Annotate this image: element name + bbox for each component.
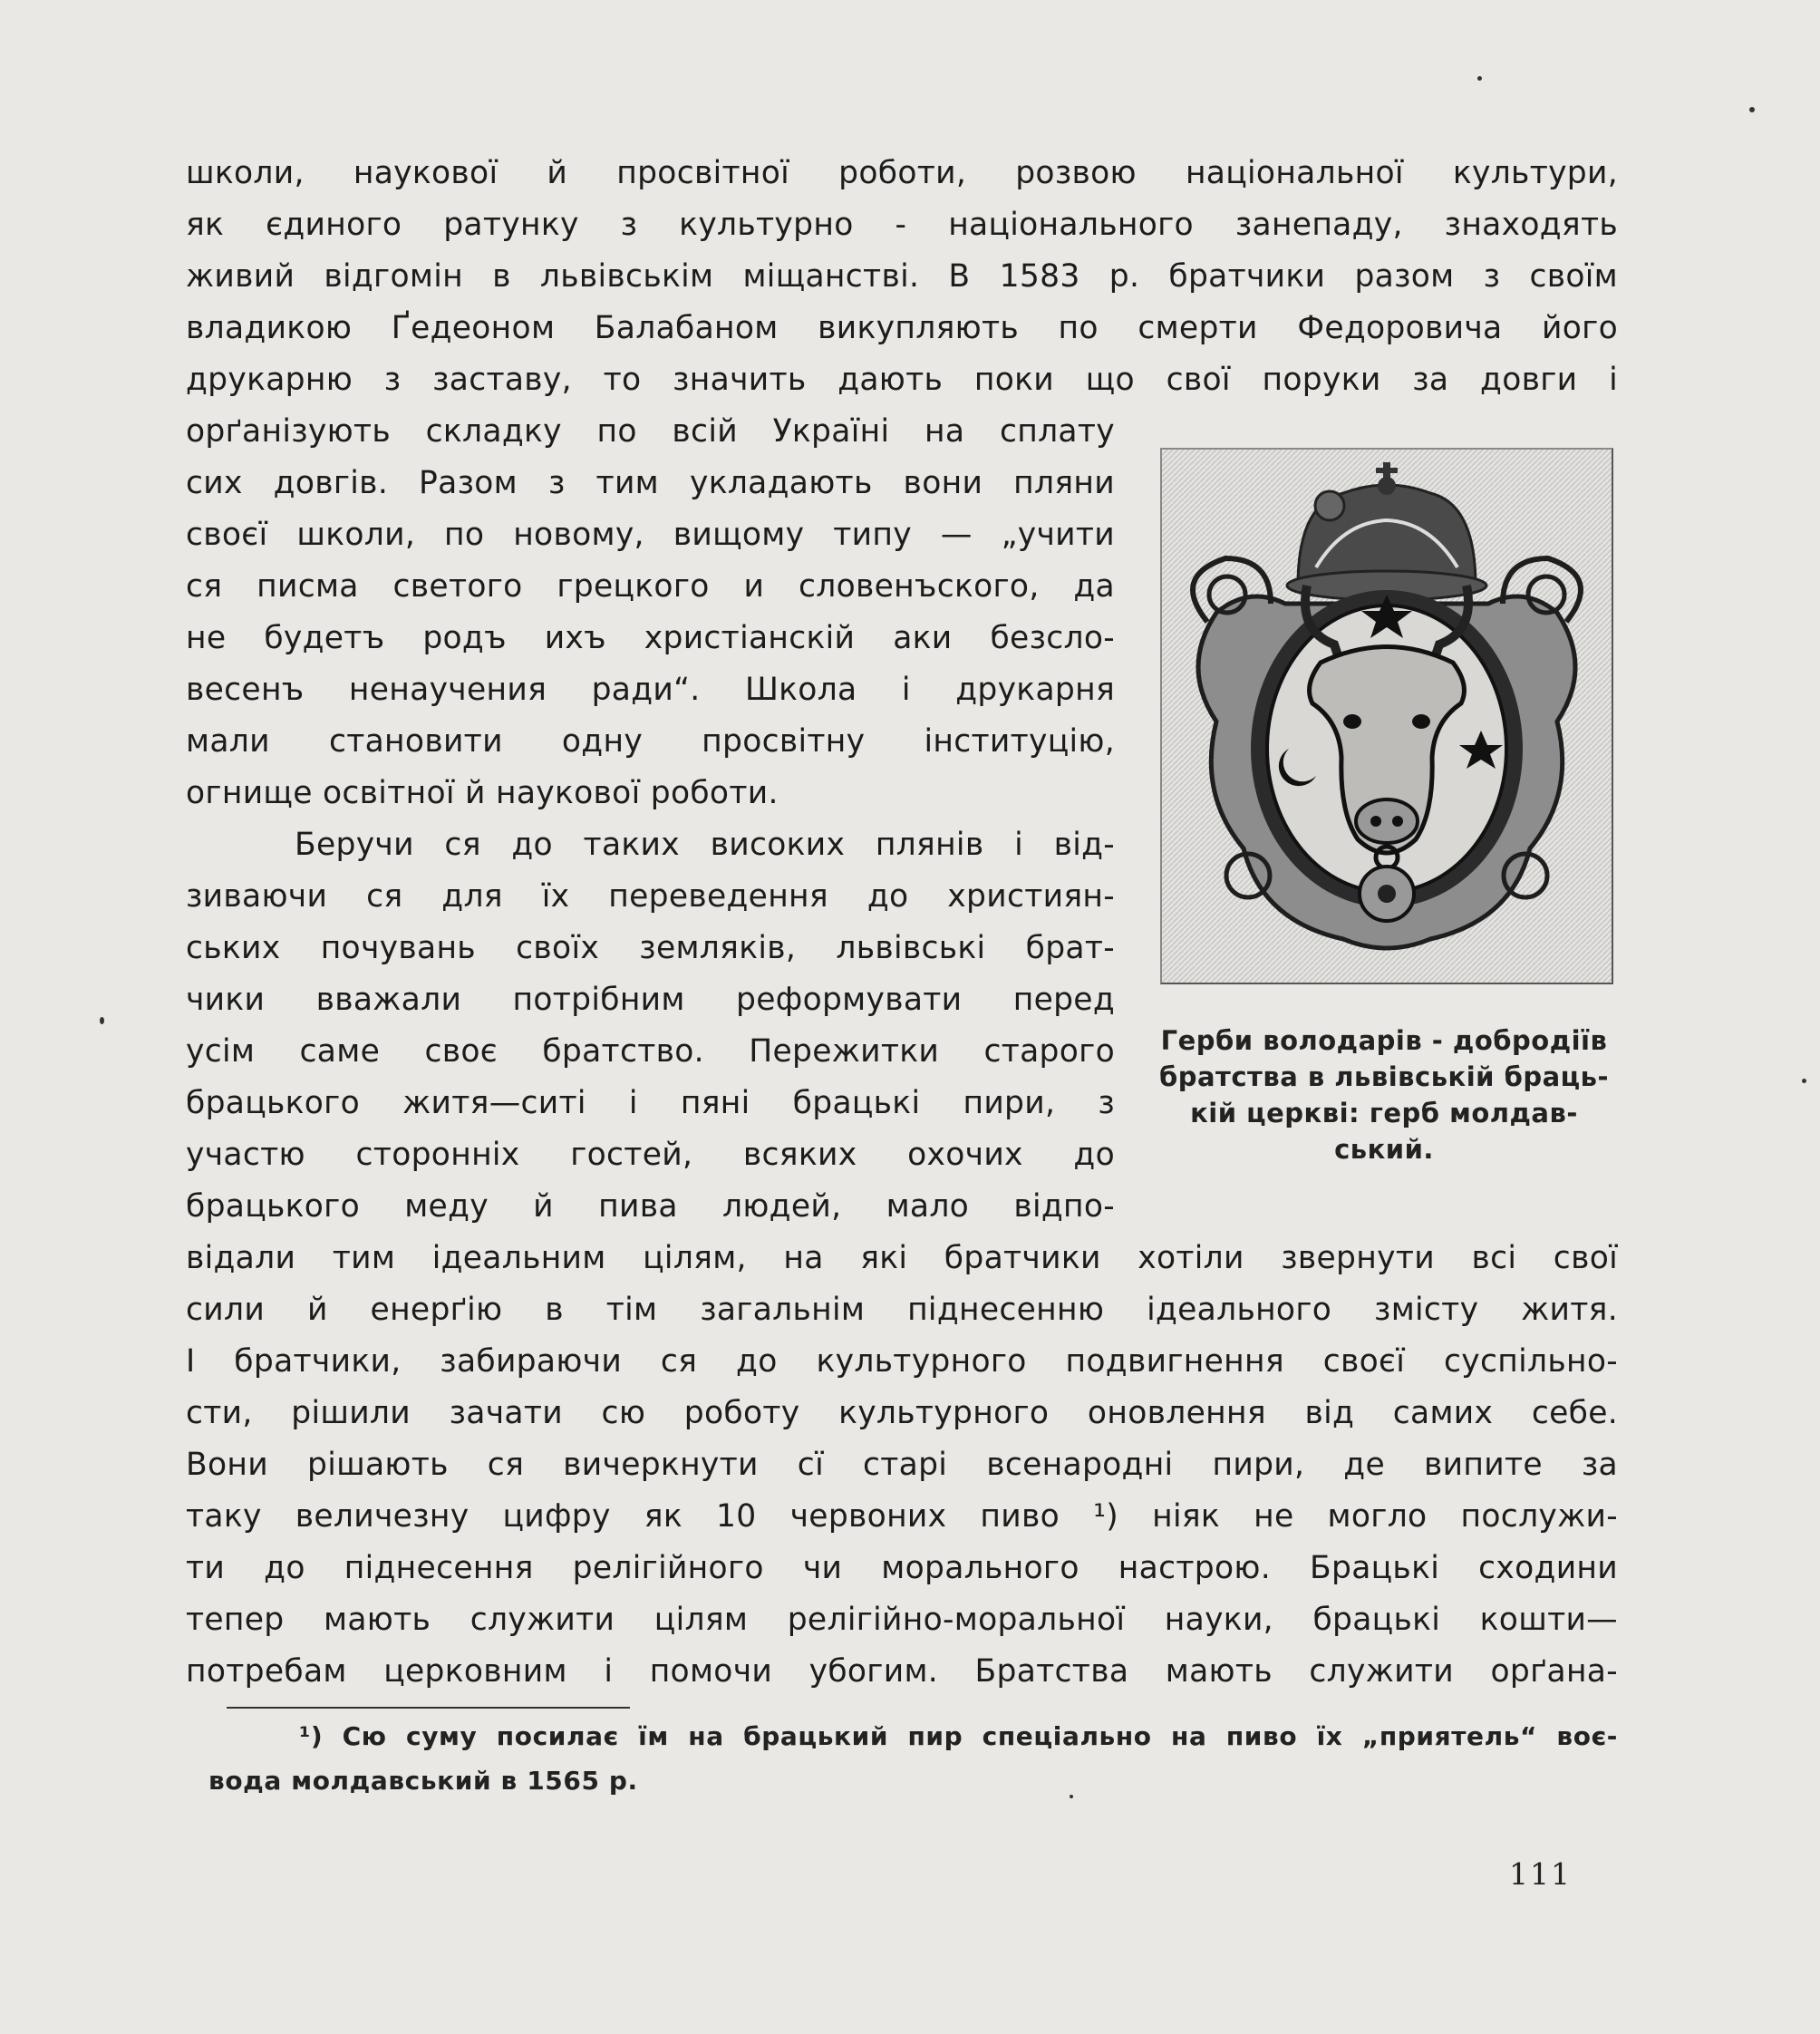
body-line: сих довгів. Разом з тим укладають вони пляни <box>186 465 1115 501</box>
dust-speck <box>1749 107 1755 112</box>
dust-speck <box>100 1017 104 1024</box>
body-line: не будетъ родъ ихъ христіанскій аки безсло- <box>186 620 1115 656</box>
dust-speck <box>1802 1079 1806 1083</box>
body-line: чики вважали потрібним реформувати перед <box>186 982 1115 1018</box>
body-line: ся писма светого грецкого и словенъского, да <box>186 568 1115 605</box>
caption-line: Герби володарів - добродіїв <box>1160 1025 1608 1056</box>
footnote-divider <box>227 1707 630 1709</box>
body-line: ських почувань своїх земляків, львівські брат- <box>186 930 1115 966</box>
body-line: як єдиного ратунку з культурно - національного занепаду, знаходять <box>186 207 1618 243</box>
body-line: своєї школи, по новому, вищому типу — „учити <box>186 517 1115 553</box>
body-line: потребам церковним і помочи убогим. Братства мають служити орґана- <box>186 1653 1618 1690</box>
paragraph-indent-line: Беручи ся до таких високих плянів і від- <box>295 827 1115 863</box>
dust-speck <box>1477 76 1482 81</box>
body-line: владикою Ґедеоном Балабаном викупляють по смерти Федоровича його <box>186 310 1618 346</box>
footnote-line: вода молдавський в 1565 р. <box>208 1766 638 1796</box>
body-line: огнище освітної й наукової роботи. <box>186 775 779 811</box>
body-line: усім саме своє братство. Пережитки старого <box>186 1033 1115 1070</box>
caption-line: братства в львівській браць- <box>1158 1061 1610 1092</box>
body-line: брацького житя—ситі і пяні брацькі пири, з <box>186 1085 1115 1121</box>
page-number: 111 <box>1509 1856 1572 1892</box>
body-line: тепер мають служити цілям релігійно-моральної науки, брацькі кошти— <box>186 1602 1618 1638</box>
coat-of-arms-figure <box>1160 448 1613 984</box>
footnote-line: ¹) Сю суму посилає їм на брацький пир спеціально на пиво їх „приятель“ воє- <box>299 1721 1618 1751</box>
body-line: сили й енерґію в тім загальнім піднесенню ідеального змісту житя. <box>186 1292 1618 1328</box>
caption-line: ський. <box>1334 1134 1434 1165</box>
body-line: весенъ ненаучения ради“. Школа і друкарня <box>186 672 1115 708</box>
body-line: мали становити одну просвітну інституцію, <box>186 723 1115 760</box>
body-line: ти до піднесення релігійного чи морального настрою. Брацькі сходини <box>186 1550 1618 1586</box>
body-line: брацького меду й пива людей, мало відпо- <box>186 1188 1115 1225</box>
body-line: живий відгомін в львівськім міщанстві. В 1583 р. братчики разом з своїм <box>186 258 1618 295</box>
body-line: зиваючи ся для їх переведення до християн- <box>186 878 1115 915</box>
caption-line: кій церкві: герб молдав- <box>1190 1098 1578 1128</box>
dust-speck <box>1070 1795 1073 1798</box>
figure-caption <box>1144 1022 1624 1167</box>
body-line: сти, рішили зачати сю роботу культурного оновлення від самих себе. <box>186 1395 1618 1431</box>
moldavian-coat-of-arms-icon <box>1162 450 1612 983</box>
body-line: друкарню з заставу, то значить дають поки що свої поруки за довги і <box>186 362 1618 398</box>
body-line: участю сторонніх гостей, всяких охочих до <box>186 1137 1115 1173</box>
body-line: відали тим ідеальним цілям, на які братчики хотіли звернути всі свої <box>186 1240 1618 1276</box>
body-line: І братчики, забираючи ся до культурного подвигнення своєї суспільно- <box>186 1343 1618 1380</box>
body-line: таку величезну цифру як 10 червоних пиво ¹) ніяк не могло послужи- <box>186 1498 1618 1535</box>
body-line: орґанізують складку по всій Україні на сплату <box>186 413 1115 450</box>
body-line: Вони рішають ся вичеркнути сї старі всенародні пири, де випите за <box>186 1447 1618 1483</box>
body-line: школи, наукової й просвітної роботи, розвою національної культури, <box>186 155 1618 191</box>
